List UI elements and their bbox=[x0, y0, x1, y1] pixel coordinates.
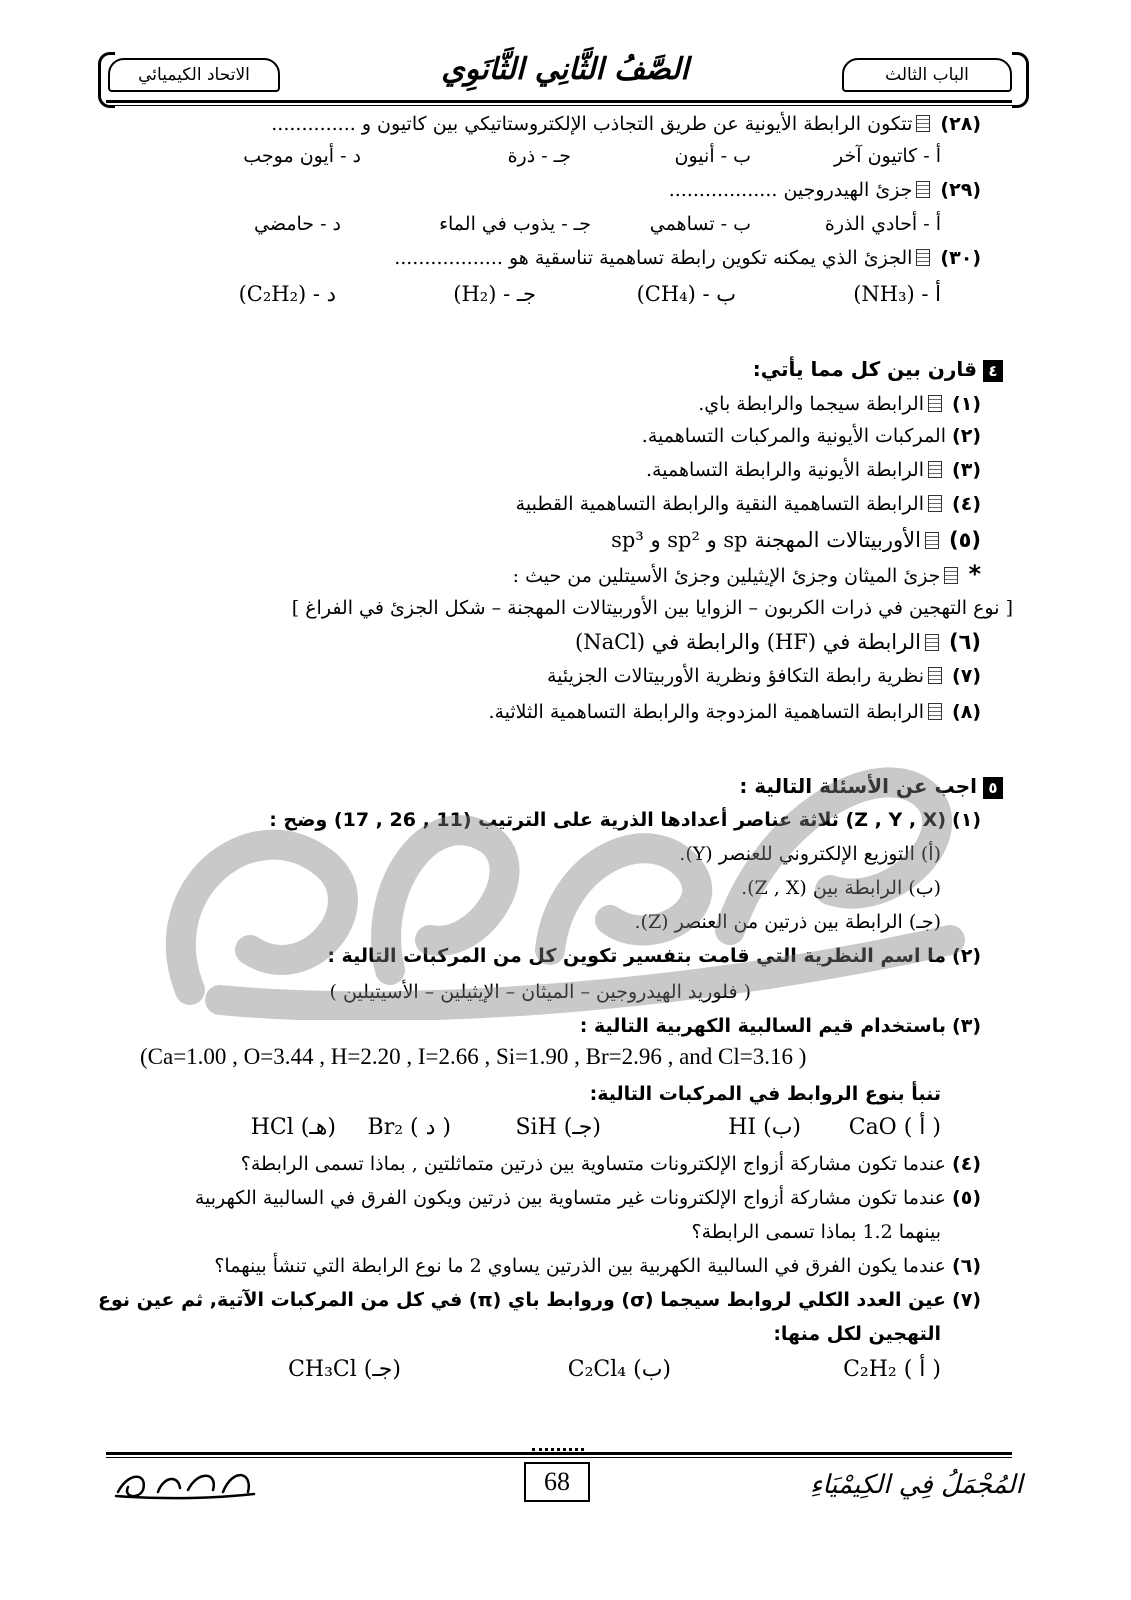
mcq-29-option-c: جـ - يذوب في الماء bbox=[439, 213, 591, 235]
s5-electronegativity-values: (Ca=1.00 , O=3.44 , H=2.20 , I=2.66 , Si=1.90 , Br=2.96 , and Cl=3.16 ) bbox=[140, 1044, 807, 1069]
mcq-29-option-d: د - حامضي bbox=[254, 213, 341, 235]
s5-question-7 bbox=[98, 1286, 981, 1314]
s5-q3-option-d: ( د ) Br₂ bbox=[367, 1115, 451, 1140]
item-text: الرابطة التساهمية النقية والرابطة التساهمية القطبية bbox=[515, 493, 925, 515]
question-number: (٢) bbox=[952, 945, 981, 967]
item-number: (٢) bbox=[952, 425, 981, 447]
item-text: جزئ الميثان وجزئ الإيثيلين وجزئ الأسيتلين من حيث : bbox=[512, 565, 941, 587]
mcq-30-option-c: جـ - (H₂) bbox=[453, 282, 536, 306]
compare-item-6 bbox=[575, 628, 981, 656]
item-text: الرابطة التساهمية المزدوجة والرابطة التساهمية الثلاثية. bbox=[488, 701, 925, 723]
item-number: (٦) bbox=[948, 630, 981, 654]
document-icon bbox=[916, 181, 930, 198]
question-text: تتكون الرابطة الأيونية عن طريق التجاذب الإلكتروستاتيكي بين كاتيون و .............. bbox=[271, 113, 913, 135]
mcq-29-option-b: ب - تساهمي bbox=[649, 213, 751, 235]
item-text: المركبات الأيونية والمركبات التساهمية. bbox=[641, 425, 947, 447]
question-number: (٧) bbox=[952, 1289, 981, 1311]
compare-item-8 bbox=[488, 698, 981, 726]
header-grade-title: الصَّفُ الثَّانِي الثَّانَوِي bbox=[441, 52, 689, 87]
document-icon bbox=[925, 532, 939, 549]
section-5-heading bbox=[739, 772, 1003, 800]
header-bracket-right bbox=[1012, 52, 1029, 108]
s5-question-3 bbox=[580, 1012, 981, 1040]
mcq-30-option-d: د - (C₂H₂) bbox=[238, 282, 336, 306]
s5-q3-option-a: ( أ ) CaO bbox=[848, 1115, 941, 1140]
document-icon bbox=[928, 703, 942, 720]
mcq-29-option-a: أ - أحادي الذرة bbox=[824, 213, 941, 235]
s5-question-4 bbox=[241, 1150, 981, 1178]
compare-item-star bbox=[513, 560, 981, 590]
item-text: الرابطة الأيونية والرابطة التساهمية. bbox=[646, 459, 925, 481]
question-text: ما اسم النظرية التي قامت بتفسير تكوين كل من المركبات التالية : bbox=[327, 945, 947, 967]
question-number: (٣٠) bbox=[940, 247, 981, 269]
mcq-30-option-a: أ - (NH₃) bbox=[853, 282, 941, 306]
question-text: عندما يكون الفرق في السالبية الكهربية بين الذرتين يساوي 2 ما نوع الرابطة التي تنشأ بينهما؟ bbox=[214, 1255, 947, 1277]
item-number: (٥) bbox=[948, 528, 981, 552]
question-text: عندما تكون مشاركة أزواج الإلكترونات غير متساوية بين ذرتين ويكون الفرق في السالبية الكهربية bbox=[194, 1187, 947, 1209]
question-number: (٢٨) bbox=[940, 113, 981, 135]
compare-item-1 bbox=[698, 390, 981, 418]
document-icon bbox=[928, 495, 942, 512]
s5-q7-continuation: التهجين لكل منها: bbox=[773, 1323, 941, 1345]
header-chapter-topic-tab: الاتحاد الكيميائي bbox=[108, 58, 280, 92]
header-divider bbox=[106, 100, 1012, 103]
section-title: اجب عن الأسئلة التالية : bbox=[739, 774, 977, 798]
s5-question-5 bbox=[195, 1184, 981, 1212]
question-number: (١) bbox=[952, 809, 981, 831]
s5-q1-sub-b: (ب) الرابطة بين (Z , X). bbox=[741, 877, 941, 899]
s5-q2-compounds: ( فلوريد الهيدروجين – الميثان – الإيثيلين – الأسيتيلين ) bbox=[329, 981, 751, 1003]
question-number: (٢٩) bbox=[940, 179, 981, 201]
document-icon bbox=[925, 634, 939, 651]
s5-q3-option-e: (هـ) HCl bbox=[250, 1115, 336, 1140]
document-icon bbox=[928, 395, 942, 412]
s5-q1-sub-c: (جـ) الرابطة بين ذرتين من العنصر (Z). bbox=[634, 911, 941, 933]
document-icon bbox=[944, 567, 958, 584]
item-number: * bbox=[968, 560, 981, 588]
s5-question-1 bbox=[269, 806, 981, 834]
page-number: 68 bbox=[524, 1462, 590, 1502]
section-badge: ٤ bbox=[983, 360, 1003, 382]
s5-q5-continuation: بينهما 1.2 بماذا تسمى الرابطة؟ bbox=[691, 1221, 941, 1243]
question-number: (٤) bbox=[952, 1153, 981, 1175]
section-4-heading bbox=[753, 355, 1003, 383]
document-icon bbox=[916, 115, 930, 132]
document-icon bbox=[916, 249, 930, 266]
s5-q3-option-c: (جـ) SiH bbox=[515, 1115, 601, 1140]
s5-q7-option-b: (ب) C₂Cl₄ bbox=[567, 1357, 671, 1382]
header-chapter-tab: الباب الثالث bbox=[842, 58, 1012, 92]
question-number: (٣) bbox=[952, 1015, 981, 1037]
item-number: (٧) bbox=[952, 665, 981, 687]
section-title: قارن بين كل مما يأتي: bbox=[752, 357, 977, 381]
s5-q1-sub-a: (أ) التوزيع الإلكتروني للعنصر (Y). bbox=[679, 843, 941, 865]
compare-item-3 bbox=[646, 456, 981, 484]
item-number: (٨) bbox=[952, 701, 981, 723]
question-text: (Z , Y , X) ثلاثة عناصر أعدادها الذرية على الترتيب (11 , 26 , 17) وضح : bbox=[269, 809, 947, 831]
question-text: الجزئ الذي يمكنه تكوين رابطة تساهمية تناسقية هو .................. bbox=[394, 247, 913, 269]
item-number: (٤) bbox=[952, 493, 981, 515]
s5-q3-option-b: (ب) HI bbox=[728, 1115, 801, 1140]
mcq-30-option-b: ب - (CH₄) bbox=[636, 282, 736, 306]
document-icon bbox=[928, 461, 942, 478]
item-text: الرابطة في (HF) والرابطة في (NaCl) bbox=[575, 630, 921, 654]
item-number: (١) bbox=[952, 393, 981, 415]
mcq-28-option-c: جـ - ذرة bbox=[507, 145, 571, 167]
question-text: عندما تكون مشاركة أزواج الإلكترونات متساوية بين ذرتين متماثلتين , بماذا تسمى الرابطة؟ bbox=[240, 1153, 947, 1175]
compare-item-5 bbox=[611, 526, 981, 554]
mcq-28 bbox=[271, 110, 981, 138]
s5-q7-option-c: (جـ) CH₃Cl bbox=[288, 1357, 401, 1382]
compare-item-7 bbox=[547, 662, 981, 690]
s5-q3-predict: تنبأ بنوع الروابط في المركبات التالية: bbox=[589, 1083, 941, 1105]
mcq-28-option-d: د - أيون موجب bbox=[243, 145, 361, 167]
document-icon bbox=[928, 667, 942, 684]
mcq-29 bbox=[669, 176, 981, 204]
mcq-30 bbox=[394, 244, 981, 272]
section-badge: ٥ bbox=[983, 777, 1003, 799]
header-divider-thin bbox=[106, 105, 1012, 106]
s5-question-2 bbox=[327, 942, 981, 970]
compare-criteria: [ نوع التهجين في ذرات الكربون – الزوايا بين الأوربيتالات المهجنة – شكل الجزئ في الفراغ ] bbox=[291, 597, 1013, 619]
question-number: (٦) bbox=[952, 1255, 981, 1277]
s5-q7-option-a: ( أ ) C₂H₂ bbox=[843, 1357, 941, 1382]
mcq-28-option-b: ب - أنيون bbox=[674, 145, 751, 167]
question-number: (٥) bbox=[952, 1187, 981, 1209]
mcq-28-option-a: أ - كاتيون آخر bbox=[834, 145, 941, 167]
item-text: نظرية رابطة التكافؤ ونظرية الأوربيتالات الجزيئية bbox=[546, 665, 925, 687]
question-text: جزئ الهيدروجين .................. bbox=[668, 179, 913, 201]
compare-item-2 bbox=[642, 422, 981, 450]
book-title: المُجْمَلُ فِي الكِيمْيَاءِ bbox=[810, 1470, 1023, 1500]
item-text: الرابطة سيجما والرابطة باي. bbox=[698, 393, 925, 415]
item-number: (٣) bbox=[952, 459, 981, 481]
author-signature bbox=[108, 1462, 258, 1502]
s5-question-6 bbox=[214, 1252, 981, 1280]
item-text: الأوربيتالات المهجنة sp و sp² و sp³ bbox=[611, 528, 921, 552]
question-text: عين العدد الكلي لروابط سيجما (σ) وروابط باي (π) في كل من المركبات الآتية, ثم عين نوع bbox=[98, 1289, 947, 1311]
compare-item-4 bbox=[516, 490, 981, 518]
question-text: باستخدام قيم السالبية الكهربية التالية : bbox=[579, 1015, 947, 1037]
